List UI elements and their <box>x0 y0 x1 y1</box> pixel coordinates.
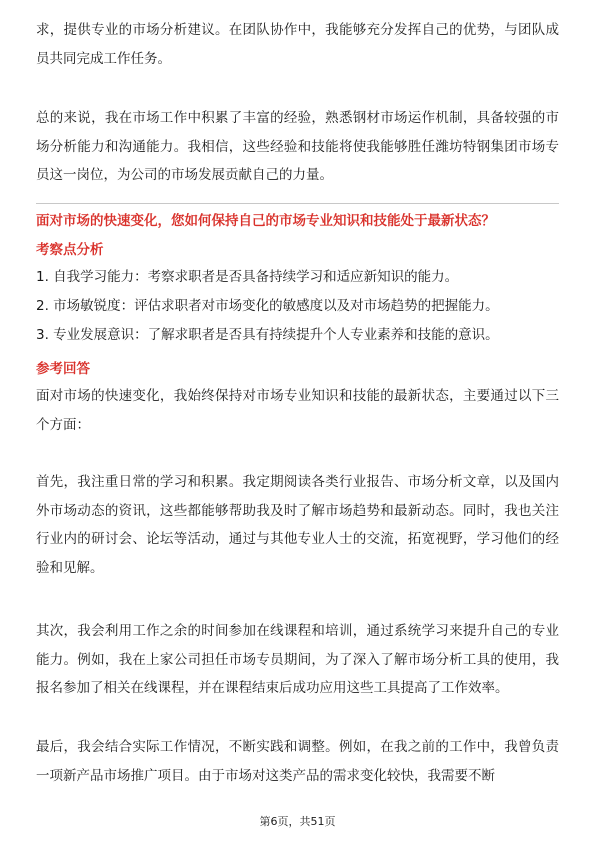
answer-paragraph-4: 最后，我会结合实际工作情况，不断实践和调整。例如，在我之前的工作中，我曾负责一项新产品市场推广项目。由于市场对这类产品的需求变化较快，我需要不断 <box>36 739 559 784</box>
analysis-item-2: 2. 市场敏锐度：评估求职者对市场变化的敏感度以及对市场趋势的把握能力。 <box>36 298 499 314</box>
analysis-heading: 考察点分析 <box>36 242 104 258</box>
analysis-item-3: 3. 专业发展意识：了解求职者是否具有持续提升个人专业素养和技能的意识。 <box>36 327 499 343</box>
answer-paragraph-1: 面对市场的快速变化，我始终保持对市场专业知识和技能的最新状态，主要通过以下三个方面： <box>36 388 559 433</box>
answer-paragraph-2: 首先，我注重日常的学习和积累。我定期阅读各类行业报告、市场分析文章，以及国内外市场动态的资讯，这些都能够帮助我及时了解市场趋势和最新动态。同时，我也关注行业内的研讨会、论坛等活动，通过与其他专业人士的交流，拓宽视野，学习他们的经验和见解。 <box>36 474 559 576</box>
page-number: 第6页，共51页 <box>259 815 336 828</box>
intro-paragraph-1: 求，提供专业的市场分析建议。在团队协作中，我能够充分发挥自己的优势，与团队成员共同完成工作任务。 <box>36 22 559 67</box>
interview-question: 面对市场的快速变化，您如何保持自己的市场专业知识和技能处于最新状态？ <box>36 213 495 229</box>
answer-heading: 参考回答 <box>36 361 90 377</box>
answer-paragraph-3: 其次，我会利用工作之余的时间参加在线课程和培训，通过系统学习来提升自己的专业能力。例如，我在上家公司担任市场专员期间，为了深入了解市场分析工具的使用，我报名参加了相关在线课程，并在课程结束后成功应用这些工具提高了工作效率。 <box>36 623 559 696</box>
analysis-item-1: 1. 自我学习能力：考察求职者是否具备持续学习和适应新知识的能力。 <box>36 269 459 285</box>
intro-paragraph-2: 总的来说，我在市场工作中积累了丰富的经验，熟悉钢材市场运作机制，具备较强的市场分析能力和沟通能力。我相信，这些经验和技能将使我能够胜任潍坊特钢集团市场专员这一岗位，为公司的市场发展贡献自己的力量。 <box>36 110 559 183</box>
section-divider <box>36 203 559 204</box>
